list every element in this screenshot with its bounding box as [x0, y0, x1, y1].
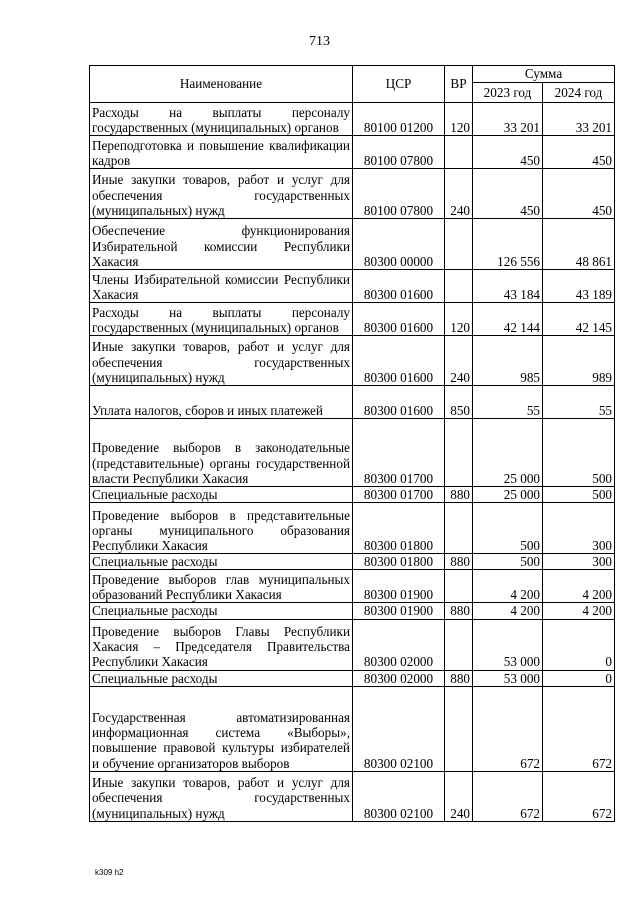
row-amount-2023: 25 000	[473, 487, 543, 503]
row-csr: 80300 02000	[353, 670, 445, 686]
row-amount-2023: 500	[473, 503, 543, 554]
row-csr: 80100 01200	[353, 103, 445, 136]
table-row	[90, 419, 615, 487]
row-amount-2024: 4 200	[543, 603, 615, 619]
row-name: Проведение выборов в законодательные (представительные) органы государственной власти Республики Хакасия	[90, 419, 353, 487]
row-csr: 80300 01800	[353, 554, 445, 570]
row-name: Специальные расходы	[90, 670, 353, 686]
row-name: Проведение выборов в представительные органы муниципального образования Республики Хакасия	[90, 503, 353, 554]
row-amount-2023: 43 184	[473, 270, 543, 303]
row-csr: 80300 01700	[353, 487, 445, 503]
header-year-2023: 2023 год	[473, 83, 543, 103]
table-row	[90, 503, 615, 554]
row-amount-2024: 500	[543, 419, 615, 487]
row-amount-2023: 450	[473, 169, 543, 219]
row-csr: 80300 02100	[353, 771, 445, 821]
table-row	[90, 169, 615, 219]
row-csr: 80300 02100	[353, 686, 445, 771]
table-row	[90, 487, 615, 503]
row-vr: 880	[445, 603, 473, 619]
page-number: 713	[309, 34, 330, 49]
row-amount-2024: 500	[543, 487, 615, 503]
row-vr	[445, 619, 473, 670]
row-amount-2024: 450	[543, 169, 615, 219]
row-amount-2024: 48 861	[543, 219, 615, 270]
table-row	[90, 670, 615, 686]
row-name: Переподготовка и повышение квалификации кадров	[90, 136, 353, 169]
row-vr	[445, 219, 473, 270]
table-row	[90, 270, 615, 303]
row-name: Расходы на выплаты персоналу государственных (муниципальных) органов	[90, 103, 353, 136]
row-vr	[445, 419, 473, 487]
table-row	[90, 386, 615, 419]
row-vr: 240	[445, 336, 473, 386]
table-row	[90, 219, 615, 270]
row-amount-2023: 4 200	[473, 570, 543, 603]
header-sum: Сумма	[473, 66, 615, 83]
row-csr: 80300 01800	[353, 503, 445, 554]
row-amount-2023: 53 000	[473, 619, 543, 670]
table-row	[90, 103, 615, 136]
row-csr: 80100 07800	[353, 169, 445, 219]
row-vr	[445, 686, 473, 771]
header-year-2024: 2024 год	[543, 83, 615, 103]
row-name: Уплата налогов, сборов и иных платежей	[90, 386, 353, 419]
row-amount-2024: 33 201	[543, 103, 615, 136]
table-row	[90, 771, 615, 821]
row-amount-2023: 985	[473, 336, 543, 386]
row-amount-2023: 42 144	[473, 303, 543, 336]
row-csr: 80300 01600	[353, 270, 445, 303]
row-csr: 80100 07800	[353, 136, 445, 169]
table-row	[90, 570, 615, 603]
row-amount-2024: 672	[543, 686, 615, 771]
row-name: Специальные расходы	[90, 554, 353, 570]
row-vr: 120	[445, 303, 473, 336]
row-amount-2024: 4 200	[543, 570, 615, 603]
row-name: Проведение выборов глав муниципальных образований Республики Хакасия	[90, 570, 353, 603]
row-vr: 120	[445, 103, 473, 136]
budget-table	[89, 65, 615, 822]
header-vr: ВР	[445, 66, 473, 103]
row-vr: 240	[445, 169, 473, 219]
row-vr: 880	[445, 487, 473, 503]
row-name: Расходы на выплаты персоналу государственных (муниципальных) органов	[90, 303, 353, 336]
row-amount-2024: 0	[543, 619, 615, 670]
row-csr: 80300 01700	[353, 419, 445, 487]
table-row	[90, 554, 615, 570]
row-vr: 240	[445, 771, 473, 821]
row-amount-2023: 4 200	[473, 603, 543, 619]
row-csr: 80300 01600	[353, 386, 445, 419]
row-amount-2024: 300	[543, 554, 615, 570]
table-row	[90, 336, 615, 386]
header-csr: ЦСР	[353, 66, 445, 103]
row-vr: 850	[445, 386, 473, 419]
table-row	[90, 686, 615, 771]
row-amount-2023: 126 556	[473, 219, 543, 270]
row-amount-2024: 0	[543, 670, 615, 686]
row-vr: 880	[445, 554, 473, 570]
row-name: Специальные расходы	[90, 603, 353, 619]
row-name: Специальные расходы	[90, 487, 353, 503]
row-csr: 80300 01900	[353, 603, 445, 619]
row-csr: 80300 02000	[353, 619, 445, 670]
row-csr: 80300 01600	[353, 336, 445, 386]
row-amount-2023: 53 000	[473, 670, 543, 686]
table-row	[90, 303, 615, 336]
footer-code: k309 h2	[95, 868, 124, 877]
row-amount-2024: 42 145	[543, 303, 615, 336]
row-csr: 80300 01900	[353, 570, 445, 603]
table-row	[90, 136, 615, 169]
row-amount-2024: 43 189	[543, 270, 615, 303]
row-amount-2023: 500	[473, 554, 543, 570]
row-name: Иные закупки товаров, работ и услуг для обеспечения государственных (муниципальных) нужд	[90, 771, 353, 821]
row-amount-2023: 33 201	[473, 103, 543, 136]
row-name: Обеспечение функционирования Избирательной комиссии Республики Хакасия	[90, 219, 353, 270]
row-csr: 80300 00000	[353, 219, 445, 270]
row-vr: 880	[445, 670, 473, 686]
row-csr: 80300 01600	[353, 303, 445, 336]
row-amount-2023: 672	[473, 771, 543, 821]
row-amount-2024: 989	[543, 336, 615, 386]
row-name: Иные закупки товаров, работ и услуг для обеспечения государственных (муниципальных) нужд	[90, 336, 353, 386]
row-amount-2023: 25 000	[473, 419, 543, 487]
table-row	[90, 603, 615, 619]
row-vr	[445, 570, 473, 603]
row-amount-2024: 672	[543, 771, 615, 821]
row-name: Члены Избирательной комиссии Республики Хакасия	[90, 270, 353, 303]
row-amount-2023: 450	[473, 136, 543, 169]
row-name: Проведение выборов Главы Республики Хакасия – Председателя Правительства Республики Хакасия	[90, 619, 353, 670]
row-amount-2024: 300	[543, 503, 615, 554]
header-name: Наименование	[90, 66, 353, 103]
row-vr	[445, 136, 473, 169]
row-vr	[445, 503, 473, 554]
table-row	[90, 619, 615, 670]
row-name: Иные закупки товаров, работ и услуг для обеспечения государственных (муниципальных) нужд	[90, 169, 353, 219]
row-amount-2024: 55	[543, 386, 615, 419]
row-vr	[445, 270, 473, 303]
row-amount-2023: 55	[473, 386, 543, 419]
row-amount-2023: 672	[473, 686, 543, 771]
row-name: Государственная автоматизированная информационная система «Выборы», повышение правовой культуры избирателей и обучение организаторов выборов	[90, 686, 353, 771]
row-amount-2024: 450	[543, 136, 615, 169]
